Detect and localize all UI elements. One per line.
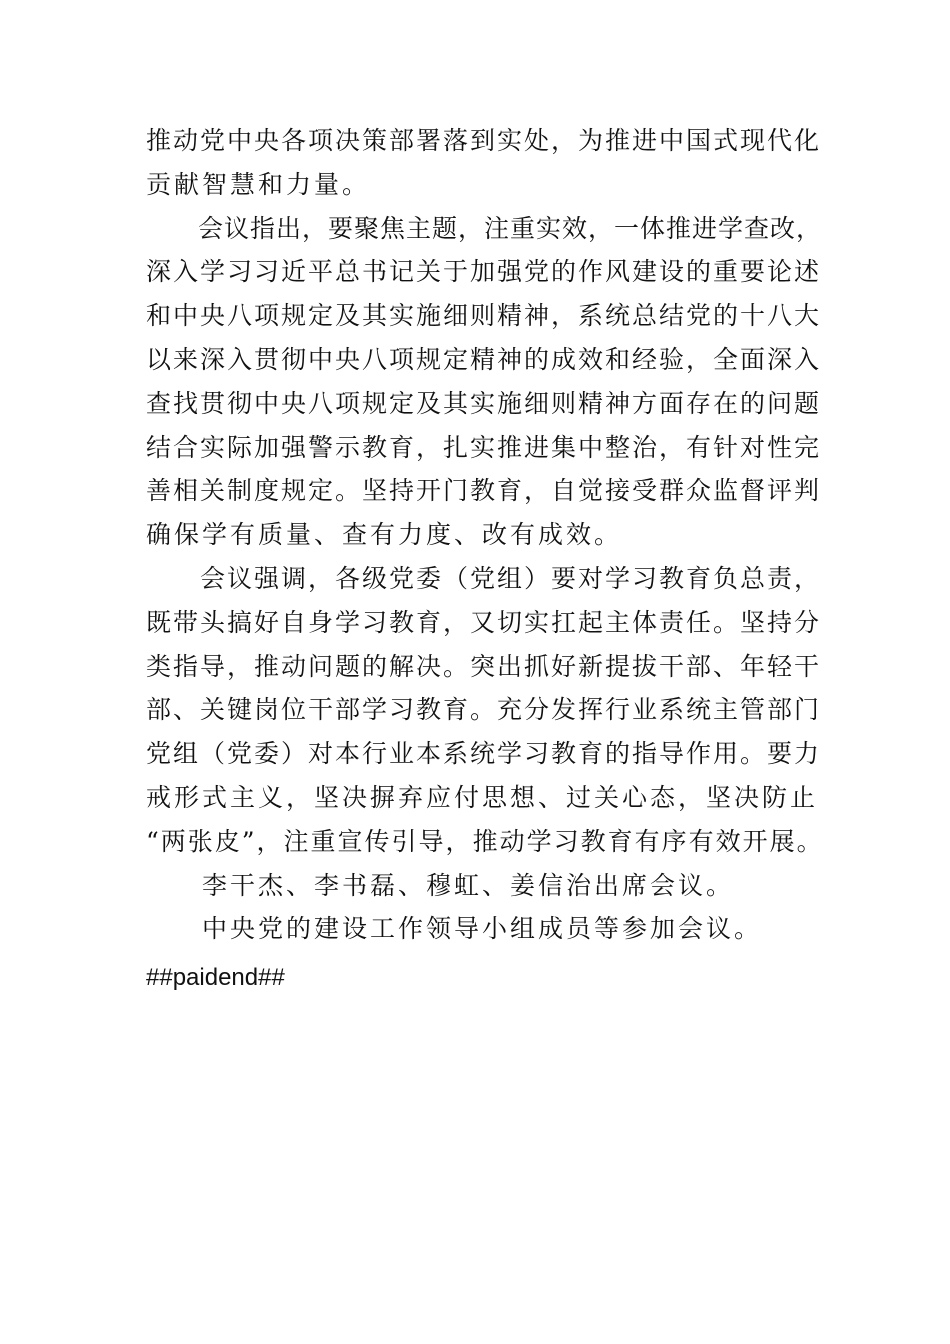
end-marker: ##paidend## <box>146 964 285 991</box>
text-line: 善相关制度规定。坚持开门教育，自觉接受群众监督评判 <box>146 476 822 506</box>
text-line: 李干杰、李书磊、穆虹、姜信治出席会议。 <box>146 870 735 900</box>
text-line: 推动党中央各项决策部署落到实处，为推进中国式现代化 <box>146 126 822 155</box>
text-line: 和中央八项规定及其实施细则精神，系统总结党的十八大 <box>146 301 822 331</box>
text-line: 结合实际加强警示教育，扎实推进集中整治，有针对性完 <box>146 432 822 462</box>
text-line: 戒形式主义，坚决摒弃应付思想、过关心态，坚决防止 <box>146 782 819 812</box>
text-line: 会议强调，各级党委（党组）要对学习教育负总责， <box>146 563 822 593</box>
text-line: 中央党的建设工作领导小组成员等参加会议。 <box>146 914 763 944</box>
text-line: 深入学习习近平总书记关于加强党的作风建设的重要论述 <box>146 257 822 287</box>
text-line: 以来深入贯彻中央八项规定精神的成效和经验，全面深入 <box>146 344 822 374</box>
text-line: 查找贯彻中央八项规定及其实施细则精神方面存在的问题 <box>146 388 822 418</box>
text-line: 会议指出，要聚焦主题，注重实效，一体推进学查改， <box>146 213 823 243</box>
text-line: 确保学有质量、查有力度、改有成效。 <box>146 520 623 550</box>
text-line: 类指导，推动问题的解决。突出抓好新提拔干部、年轻干 <box>146 651 822 681</box>
text-line: 贡献智慧和力量。 <box>146 169 371 199</box>
text-line: “两张皮”，注重宣传引导，推动学习教育有序有效开展。 <box>146 826 824 856</box>
text-line: 部、关键岗位干部学习教育。充分发挥行业系统主管部门 <box>146 695 822 725</box>
text-line: 党组（党委）对本行业本系统学习教育的指导作用。要力 <box>146 739 822 769</box>
text-line: 既带头搞好自身学习教育，又切实扛起主体责任。坚持分 <box>146 607 822 637</box>
document-body <box>146 119 826 951</box>
